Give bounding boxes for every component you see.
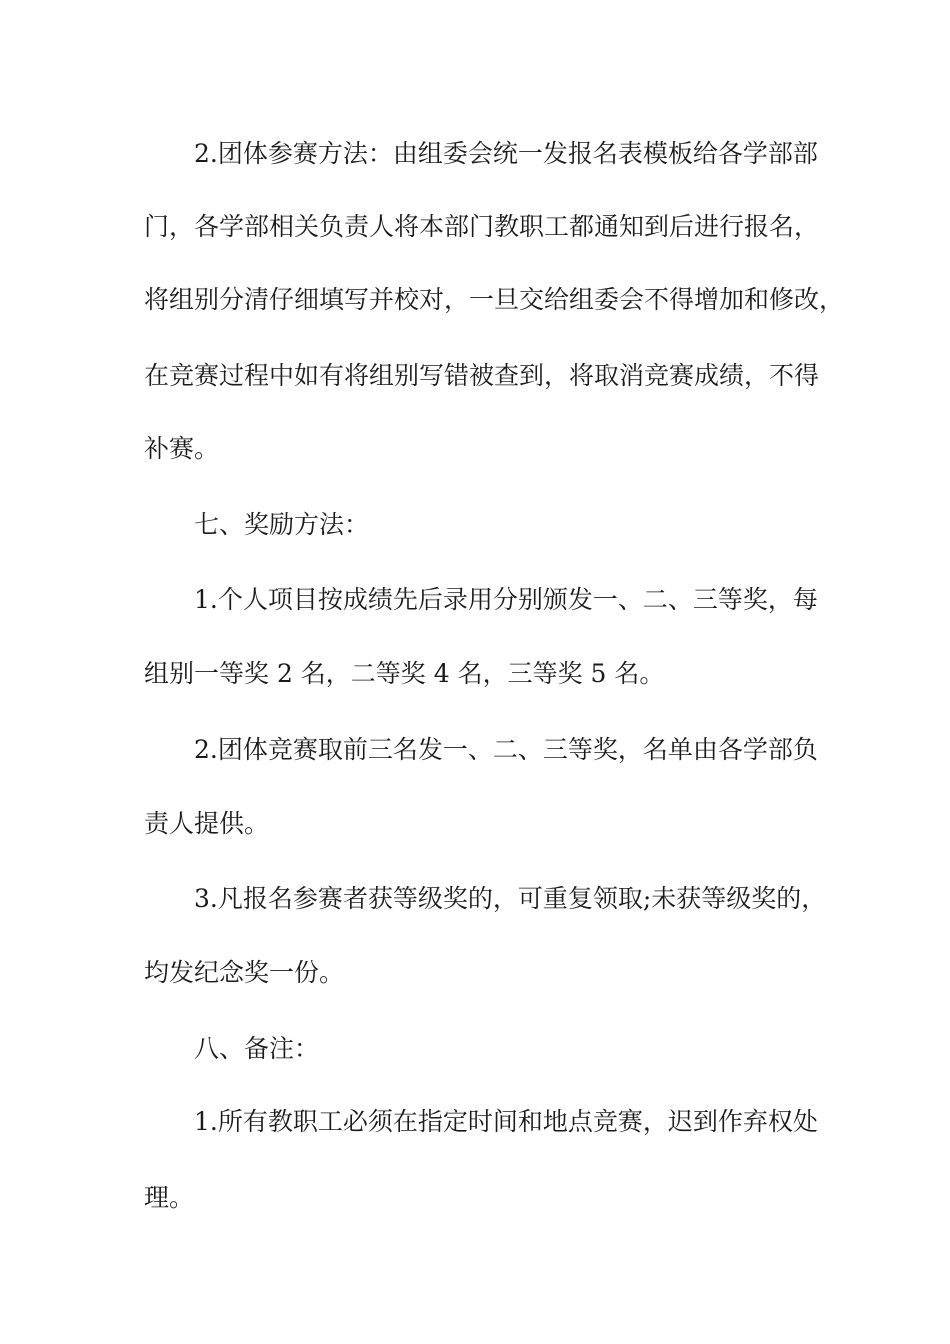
paragraph-individual-awards-line-1: 1.个人项目按成绩先后录用分别颁发一、二、三等奖，每 bbox=[194, 585, 818, 614]
paragraph-team-awards-line-1: 2.团体竞赛取前三名发一、二、三等奖，名单由各学部负 bbox=[194, 735, 818, 764]
paragraph-team-entry-line-4: 在竞赛过程中如有将组别写错被查到，将取消竞赛成绩，不得 bbox=[144, 361, 820, 390]
paragraph-repeat-awards-line-2: 均发纪念奖一份。 bbox=[144, 958, 345, 987]
paragraph-notes-line-2: 理。 bbox=[144, 1183, 195, 1212]
paragraph-repeat-awards-line-1: 3.凡报名参赛者获等级奖的，可重复领取;未获等级奖的， bbox=[194, 884, 827, 913]
paragraph-team-entry-line-5: 补赛。 bbox=[144, 434, 220, 463]
paragraph-team-awards-line-2: 责人提供。 bbox=[144, 809, 270, 838]
paragraph-team-entry-line-3: 将组别分清仔细填写并校对，一旦交给组委会不得增加和修改， bbox=[144, 285, 845, 314]
section-heading-awards: 七、奖励方法： bbox=[194, 510, 370, 539]
paragraph-notes-line-1: 1.所有教职工必须在指定时间和地点竞赛，迟到作弃权处 bbox=[194, 1107, 818, 1136]
paragraph-team-entry-line-2: 门，各学部相关负责人将本部门教职工都通知到后进行报名， bbox=[144, 212, 820, 241]
paragraph-team-entry-line-1: 2.团体参赛方法：由组委会统一发报名表模板给各学部部 bbox=[194, 139, 818, 168]
paragraph-individual-awards-line-2: 组别一等奖 2 名，二等奖 4 名，三等奖 5 名。 bbox=[144, 659, 665, 688]
section-heading-notes: 八、备注： bbox=[194, 1034, 320, 1063]
